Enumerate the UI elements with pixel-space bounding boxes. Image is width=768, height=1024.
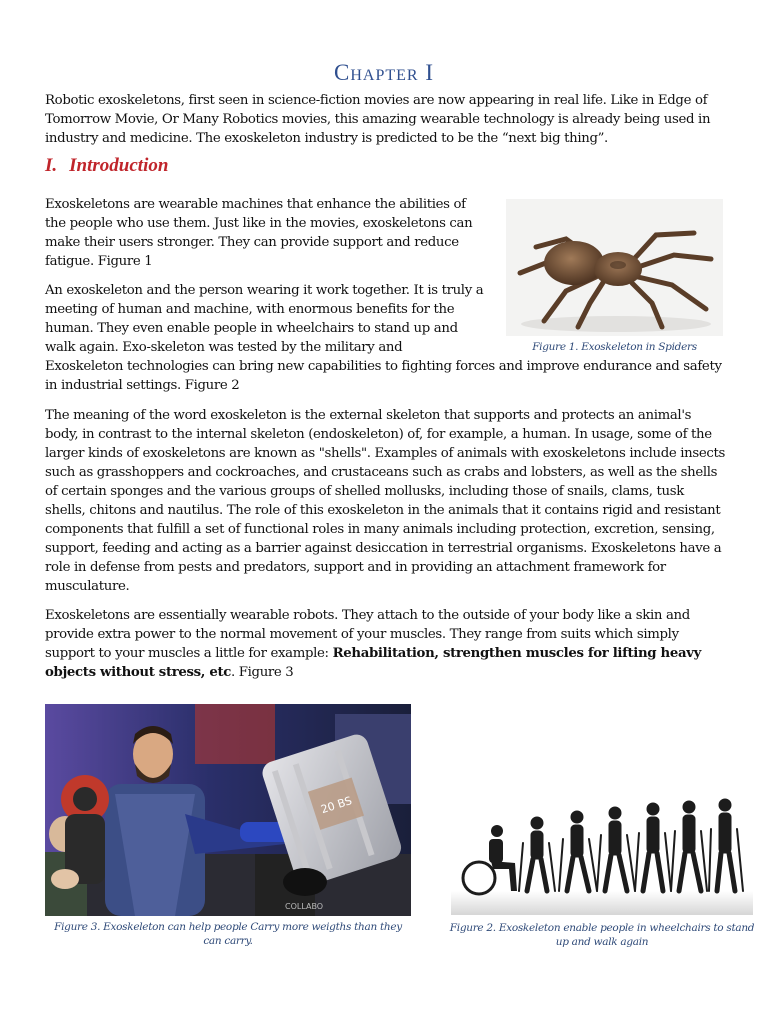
p4-bold-rehabilitation: Rehabilitation [332,646,435,661]
p4-separator: , [434,646,443,661]
figure-1-caption: Figure 1. Exoskeleton in Spiders [532,341,697,353]
exoskeleton-meaning-paragraph: The meaning of the word exoskeleton is the external skeleton that supports and protects an animal's body, in contrast to the internal skeleton (endoskeleton) of, for example, a human. In usage, some of the larger kinds of exoskeletons are known as "shells". Examples of animals with exoskeletons include insects such as grasshoppers and cockroaches, and crustaceans such as crabs and lobsters, as well as the shells of certain sponges and the various groups of shelled mollusks, including those of snails, clams, tusk shells, chitons and nautilus. The role of this exoskeleton in the animals that it contains rigid and resistant components that fulfill a set of functional roles in many animals including protection, excretion, sensing, support, feeding and acting as a barrier against desiccation in terrestrial organisms. Exoskeletons have a role in defense from pests and predators, support and in providing an attachment framework for musculature. [45,408,725,594]
wheelchair-walking-figure-image [451,783,753,915]
p4-separator-2: , [200,665,210,680]
p4-end-text: . Figure 3 [231,665,294,680]
intro-paragraph-2b: Exoskeleton technologies can bring new capabilities to fighting forces and improve endurance and safety in industrial settings. Figure 2 [45,359,722,393]
wearable-robots-paragraph [45,606,725,682]
figure-3-caption: Figure 3. Exoskeleton can help people Carry more weigths than they can carry. [54,921,402,947]
intro-paragraph-1: Exoskeletons are wearable machines that enhance the abilities of the people who use them. Just like in the movies, exoskeletons can make their users stronger. They can provide support and reduce fatigue. Figure 1 [45,197,473,269]
spider-illustration [506,199,723,336]
exoskeleton-lifting-figure-image [45,704,411,916]
section-number: I. [45,155,58,176]
p4-bold-etc: etc [209,665,231,680]
p4-intro-text: Exoskeletons are essentially wearable robots. They attach to the outside of your body like a skin and provide extra power to the normal movement of your muscles. They range from suits which simply support to your muscles a little for example: [45,608,690,661]
section-heading [45,155,168,177]
opening-paragraph: Robotic exoskeletons, first seen in science-fiction movies are now appearing in real life. Like in Edge of Tomorrow Movie, Or Many Robotics movies, this amazing wearable technology is already being used in industry and medicine. The exoskeleton industry is predicted to be the “next big thing”. [45,93,711,146]
exoskeleton-lifting-illustration [45,704,411,916]
section-title: Introduction [69,155,169,176]
figure-2-caption: Figure 2. Exoskeleton enable people in wheelchairs to stand up and walk again [449,922,755,948]
suitcase-label: 20 BS [319,794,354,817]
shirt-text: COLLABO [285,902,324,911]
spider-figure-image [506,199,723,336]
p4-bold-strengthen: strengthen muscles for lifting heavy objects without stress [45,646,701,680]
chapter-title: Chapter I [334,60,434,85]
wheelchair-walking-illustration [451,783,753,915]
intro-paragraph-2a: An exoskeleton and the person wearing it work together. It is truly a meeting of human and machine, with enormous benefits for the human. They even enable people in wheelchairs to stand up and walk again. Exo-skeleton was tested by the military and [45,283,484,355]
